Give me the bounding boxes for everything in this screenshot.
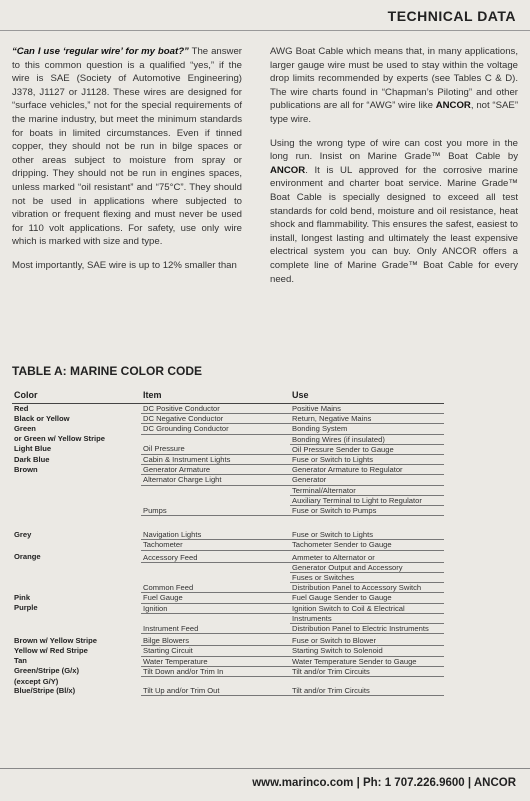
cell-item: Generator Armature (141, 465, 290, 475)
cell-color (12, 506, 141, 516)
cell-color: Orange (14, 552, 41, 562)
cell-item: Common Feed (141, 583, 290, 593)
table-row (12, 404, 444, 414)
cell-item: DC Negative Conductor (141, 414, 290, 424)
header-color: Color (12, 388, 141, 404)
cell-use: Generator (290, 475, 444, 485)
table-row (12, 573, 444, 583)
table-row (12, 424, 444, 434)
cell-use: Distribution Panel to Accessory Switch (290, 583, 444, 593)
cell-color: Purple (14, 603, 38, 613)
cell-item (141, 613, 290, 623)
cell-color (12, 495, 141, 505)
table-row (12, 634, 444, 646)
cell-use: Bonding Wires (if insulated) (290, 434, 444, 444)
cell-item: Oil Pressure (141, 444, 290, 454)
cell-use: Fuse or Switch to Blower (290, 634, 444, 646)
header-use: Use (290, 388, 444, 404)
cell-use: Auxiliary Terminal to Light to Regulator (290, 495, 444, 505)
cell-color: Light Blue (14, 444, 52, 454)
table-row (12, 506, 444, 516)
table-row (12, 624, 444, 634)
table-row (12, 656, 444, 666)
cell-use: Fuse or Switch to Lights (290, 516, 444, 540)
paragraph (12, 259, 242, 273)
cell-color: Blue/Stripe (Bl/x) (14, 685, 76, 695)
page-header (0, 0, 530, 31)
brand-name: ANCOR (435, 100, 471, 112)
cell-item: Pumps (141, 506, 290, 516)
cell-item: Instrument Feed (141, 624, 290, 634)
cell-color: Grey (14, 529, 32, 539)
table-row (12, 646, 444, 656)
cell-item: Ignition (141, 603, 290, 613)
cell-use: Fuse or Switch to Pumps (290, 506, 444, 516)
cell-use: Return, Negative Mains (290, 414, 444, 424)
cell-color: Pink (14, 592, 31, 602)
table-row (12, 414, 444, 424)
cell-color: Yellow w/ Red Stripe (14, 645, 88, 655)
cell-item: DC Positive Conductor (141, 404, 290, 414)
cell-item (141, 562, 290, 572)
cell-item: Navigation Lights (141, 516, 290, 540)
table-row (12, 666, 444, 676)
table-row (12, 540, 444, 550)
table-title: TABLE A: MARINE COLOR CODE (12, 364, 202, 378)
cell-item: Bilge Blowers (141, 634, 290, 646)
cell-color (12, 540, 141, 550)
cell-color (12, 475, 141, 485)
cell-use: Fuses or Switches (290, 573, 444, 583)
table-row (12, 434, 444, 444)
page-footer (0, 768, 530, 801)
cell-color: Tan (14, 656, 27, 666)
cell-use: Fuel Gauge Sender to Gauge (290, 593, 444, 603)
cell-item: Cabin & Instrument Lights (141, 455, 290, 465)
cell-use: Fuse or Switch to Lights (290, 455, 444, 465)
cell-use: Tilt and/or Trim Circuits (290, 686, 444, 696)
section-title: TECHNICAL DATA (387, 8, 516, 24)
marine-color-code-table (12, 388, 444, 696)
paragraph (12, 45, 242, 249)
cell-use: Terminal/Alternator (290, 485, 444, 495)
question-heading: “Can I use ‘regular wire’ for my boat?” (12, 46, 189, 57)
cell-use: Tachometer Sender to Gauge (290, 540, 444, 550)
cell-color: Green (14, 423, 36, 433)
cell-use: Distribution Panel to Electric Instruments (290, 624, 444, 634)
cell-use: Ignition Switch to Coil & Electrical (290, 603, 444, 613)
table-row (12, 677, 444, 686)
cell-color (12, 624, 141, 634)
table-row (12, 444, 444, 454)
cell-use: Generator Output and Accessory (290, 562, 444, 572)
table-row (12, 516, 444, 540)
cell-use: Oil Pressure Sender to Gauge (290, 444, 444, 454)
cell-use: Generator Armature to Regulator (290, 465, 444, 475)
cell-color: Red (14, 404, 29, 413)
cell-color: Brown (14, 464, 38, 474)
cell-use: Ammeter to Alternator or (290, 550, 444, 562)
paragraph-text: The answer to this common question is a qualified “yes,” if the wire is SAE (Society of Automotive Engineering) J378, J1127 or J1128. These wires are designed for “surface vehicles,” not for the special requirements of the marine industry, but meet the minimum standards for boats in limited circumstances. Even if tinned copper, they should not be run in bilge spaces or other areas subject to moisture from spray or dripping. They should not be run in engines spaces, unless marked “oil resistant” and “75°C”. They should not be used in applications where subjected to vibration or frequent flexing and must never be used for 110 volt applications. For safety, use only wire which is marked with size and type. (12, 46, 242, 248)
paragraph (270, 45, 518, 127)
cell-color (12, 573, 141, 583)
paragraph-text: , not “SAE” type wire. (270, 100, 519, 125)
paragraph-text: Using the wrong type of wire can cost you more in the long run. Insist on Marine Grade™ Boat Cable by (270, 137, 518, 163)
table-row (12, 686, 444, 696)
table-row (12, 550, 444, 562)
cell-item: Tachometer (141, 540, 290, 550)
header-item: Item (141, 388, 290, 404)
cell-color: Brown w/ Yellow Stripe (14, 635, 97, 645)
cell-item: Alternator Charge Light (141, 475, 290, 485)
table-row (12, 455, 444, 465)
table-row (12, 613, 444, 623)
cell-item (141, 495, 290, 505)
table-row (12, 583, 444, 593)
footer-contact: www.marinco.com | Ph: 1 707.226.9600 | ANCOR (252, 777, 516, 789)
cell-use (290, 677, 444, 686)
cell-color: (except G/Y) (14, 676, 59, 686)
cell-color (12, 562, 141, 572)
cell-use: Starting Switch to Solenoid (290, 646, 444, 656)
table-row (12, 495, 444, 505)
cell-item: Tilt Down and/or Trim In (141, 666, 290, 676)
left-text-column (12, 45, 242, 283)
cell-color: Black or Yellow (14, 413, 70, 423)
paragraph-text: Most importantly, SAE wire is up to 12% smaller than (12, 259, 237, 271)
cell-use: Instruments (290, 613, 444, 623)
cell-color (12, 613, 141, 623)
cell-use: Bonding System (290, 424, 444, 434)
cell-item: Starting Circuit (141, 646, 290, 656)
cell-item (141, 434, 290, 444)
table-row (12, 593, 444, 603)
table-row (12, 485, 444, 495)
cell-use: Tilt and/or Trim Circuits (290, 666, 444, 676)
table-row (12, 465, 444, 475)
cell-item (141, 677, 290, 686)
cell-color: or Green w/ Yellow Stripe (14, 434, 106, 444)
cell-item: DC Grounding Conductor (141, 424, 290, 434)
cell-color (12, 583, 141, 593)
table-row (12, 562, 444, 572)
cell-item: Tilt Up and/or Trim Out (141, 686, 290, 696)
paragraph-text: . It is UL approved for the corrosive marine environment and charter boat service. Marine Grade™ Boat Cable is specially designed to exceed all test standards for cold bend, moisture and oil resistance, heat shock and flammability. This ensures the safest, easiest to install, longest lasting and ultimately the least expensive electrical system you can buy. Only ANCOR offers a complete line of Marine Grade™ Boat Cable for every need. (270, 164, 518, 285)
cell-item (141, 573, 290, 583)
cell-item (141, 485, 290, 495)
right-text-column (270, 45, 518, 296)
cell-color: Green/Stripe (G/x) (14, 666, 79, 676)
table-header-row (12, 388, 444, 404)
paragraph (270, 137, 518, 287)
table-row (12, 603, 444, 613)
table-row (12, 475, 444, 485)
cell-item: Fuel Gauge (141, 593, 290, 603)
cell-color: Dark Blue (14, 454, 50, 464)
cell-item: Accessory Feed (141, 550, 290, 562)
cell-use: Positive Mains (290, 404, 444, 414)
cell-use: Water Temperature Sender to Gauge (290, 656, 444, 666)
brand-name: ANCOR (270, 164, 306, 176)
paragraph-text: AWG Boat Cable which means that, in many applications, larger gauge wire must be used to stay within the voltage drop limits recommended by experts (see Tables C & D). The wire charts found in “Chapman’s Piloting” and other publications are all for “AWG” wire like (270, 46, 518, 112)
cell-item: Water Temperature (141, 656, 290, 666)
cell-color (12, 485, 141, 495)
